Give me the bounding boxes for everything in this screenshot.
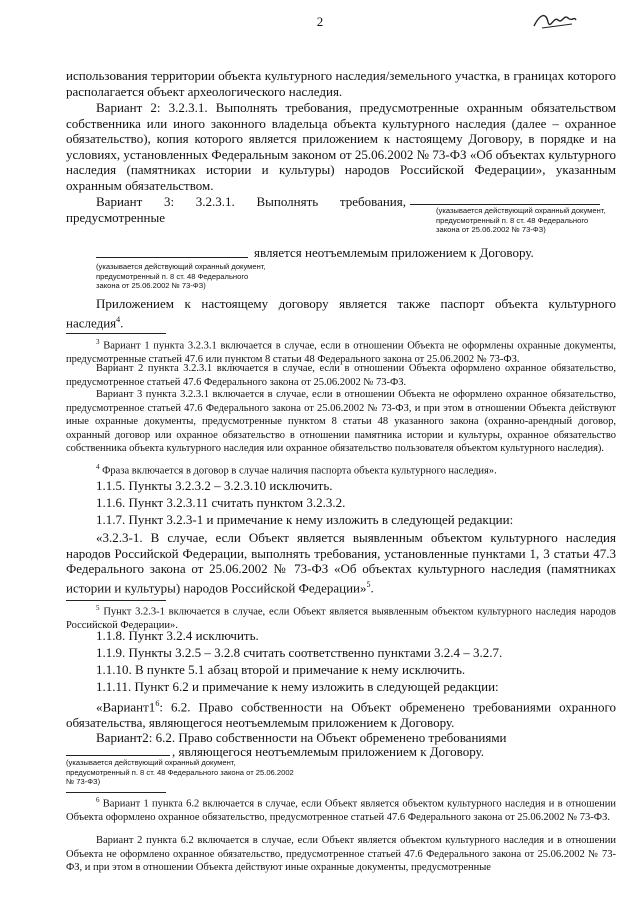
variant1-label: «Вариант1 bbox=[96, 699, 156, 715]
footnote-separator-3 bbox=[66, 792, 166, 793]
footnote-4-text: Фраза включается в договор в случае наличия паспорта объекта культурного наследия». bbox=[102, 465, 497, 477]
blank-line-2 bbox=[96, 257, 248, 258]
footnote-5-text: Пункт 3.2.3-1 включается в случае, если Объект является выявленным объектом культурного наследия народов Российской Федерации». bbox=[66, 606, 617, 632]
quote-3-2-3-1: «3.2.3-1. В случае, если Объект является выявленным объектом культурного наследия народов Российской Федерации, выполнять требования, установленные пунктами 1, 3 статьи 47.3 Федерального закона от 25.06.2002 № 73-ФЗ «Об объектах культурного наследия (памятниках истории и культуры) народов Российской Федерации»$^5$. bbox=[66, 530, 616, 596]
note-protective-doc-2: (указывается действующий охранный документ, предусмотренный п. 8 ст. 48 Федерального закона от 25.06.2002 № 73-ФЗ) bbox=[96, 262, 266, 291]
variant2-6-2-tail: , являющегося неотъемлемым приложением к Договору. bbox=[172, 744, 484, 759]
footnote-3-variant2: Вариант 2 пункта 3.2.3.1 включается в случае, если в отношении Объекта оформлено охранное обязательство, предусмотренное статьей 47.6 Федерального закона от 25.06.2002 № 73-ФЗ. bbox=[66, 363, 616, 388]
blank-line-1 bbox=[410, 204, 600, 205]
footnote-separator-2 bbox=[66, 600, 166, 601]
item-1-1-8: 1.1.8. Пункт 3.2.4 исключить. bbox=[96, 628, 259, 643]
variant2-6-2: Вариант2: 6.2. Право собственности на Объект обременено требованиями bbox=[96, 730, 507, 745]
note-protective-doc-1: (указывается действующий охранный документ, предусмотренный п. 8 ст. 48 Федерального закона от 25.06.2002 № 73-ФЗ) bbox=[436, 206, 606, 235]
item-1-1-9: 1.1.9. Пункты 3.2.5 – 3.2.8 считать соответственно пунктами 3.2.4 – 3.2.7. bbox=[96, 645, 503, 660]
page-number: 2 bbox=[316, 14, 324, 29]
footnote-3-variant3: Вариант 3 пункта 3.2.3.1 включается в случае, если в отношении Объекта не оформлено охранное обязательство, предусмотренное статьей 47.6 Федерального закона от 25.06.2002 № 73-ФЗ, и при этом в отношении Объекта действуют иные охранные документы, предусмотренные пунктом 8 статьи 48 указанного закона (охранно-арендный договор, охранный договор или охранное обязательство в отношении памятника истории и культуры, охранное обязательство собственника объекта культурного наследия или охранное обязательство пользователя объектом культурного наследия). bbox=[66, 389, 616, 455]
footnote-separator-1 bbox=[66, 333, 166, 334]
item-1-1-7: 1.1.7. Пункт 3.2.3-1 и примечание к нему изложить в следующей редакции: bbox=[96, 512, 514, 527]
footnote-4 bbox=[66, 461, 616, 478]
quote-3-2-3-1-text: «3.2.3-1. В случае, если Объект является выявленным объектом культурного наследия народов Российской Федерации, выполнять требования, установленные пунктами 1, 3 статьи 47.3 Федерального закона от 25.06.2002 № 73-ФЗ «Об объектах культурного наследия (памятниках истории и культуры) народов Российской Федерации» bbox=[66, 530, 616, 596]
signature-mark bbox=[532, 10, 578, 32]
para-appendix: является неотъемлемым приложением к Договору. bbox=[254, 245, 534, 260]
item-1-1-10: 1.1.10. В пункте 5.1 абзац второй и примечание к нему исключить. bbox=[96, 662, 466, 677]
footnote-6-mark: 6 bbox=[96, 796, 100, 804]
footnote-3-text: Вариант 1 пункта 3.2.3.1 включается в случае, если в отношении Объекта не оформлены охранные документы, предусмотренные статьей 47.6 или пунктом 8 статьи 48 Федерального закона от 25.06.2002 № 73-ФЗ. bbox=[66, 340, 617, 366]
item-1-1-5: 1.1.5. Пункты 3.2.3.2 – 3.2.3.10 исключить. bbox=[96, 478, 333, 493]
footnote-5-mark: 5 bbox=[96, 604, 100, 612]
note-protective-doc-3: (указывается действующий охранный документ, предусмотренный п. 8 ст. 48 Федерального закона от 25.06.2002 № 73-ФЗ) bbox=[66, 758, 294, 787]
item-1-1-11: 1.1.11. Пункт 6.2 и примечание к нему изложить в следующей редакции: bbox=[96, 679, 499, 694]
para-passport-text: Приложением к настоящему договору является также паспорт объекта культурного наследия bbox=[66, 296, 616, 330]
footnote-6-text: Вариант 1 пункта 6.2 включается в случае, если Объект является объектом культурного наследия и в отношении Объекта оформлено охранное обязательство, предусмотренное статьей 47.6 Федерального закона от 25.06.2002 № 73-ФЗ. bbox=[66, 798, 617, 824]
para-variant3: Вариант 3: 3.2.3.1. Выполнять требования, предусмотренные bbox=[66, 194, 406, 225]
para-territory: использования территории объекта культурного наследия/земельного участка, в границах которого располагается объект археологического наследия. bbox=[66, 68, 616, 99]
footnote-4-mark: 4 bbox=[96, 463, 100, 471]
footnote-ref-5: 5 bbox=[366, 579, 371, 589]
para-passport: Приложением к настоящему договору является также паспорт объекта культурного наследия$^4$. bbox=[66, 296, 616, 330]
variant1-text: : 6.2. Право собственности на Объект обременено требованиями охранного обязательства, являющегося неотъемлемым приложением к Договору. bbox=[66, 699, 616, 730]
variant1-6-2 bbox=[66, 696, 616, 731]
blank-line-3 bbox=[66, 755, 170, 756]
footnote-6-variant2: Вариант 2 пункта 6.2 включается в случае, если Объект является объектом культурного наследия и в отношении Объекта не оформлено охранное обязательство, предусмотренное статьей 47.6 Федерального закона от 25.06.2002 № 73-ФЗ, и при этом в отношении Объекта действуют иные охранные документы, предусмотренные bbox=[66, 835, 616, 874]
footnote-3-mark: 3 bbox=[96, 338, 100, 346]
footnote-ref-6: 6 bbox=[155, 699, 160, 708]
footnote-6 bbox=[66, 794, 616, 825]
footnote-ref-4: 4 bbox=[116, 314, 121, 324]
para-variant2: Вариант 2: 3.2.3.1. Выполнять требования, предусмотренные охранным обязательством собственника или иного законного владельца объекта культурного наследия (далее – охранное обязательство), копия которого является приложением к настоящему Договору, в порядке и на условиях, установленных Федеральным законом от 25.06.2002 № 73-ФЗ «Об объектах культурного наследия (памятниках истории и культуры) народов Российской Федерации», указанным охранным обязательством. bbox=[66, 100, 616, 193]
item-1-1-6: 1.1.6. Пункт 3.2.3.11 считать пунктом 3.2.3.2. bbox=[96, 495, 346, 510]
